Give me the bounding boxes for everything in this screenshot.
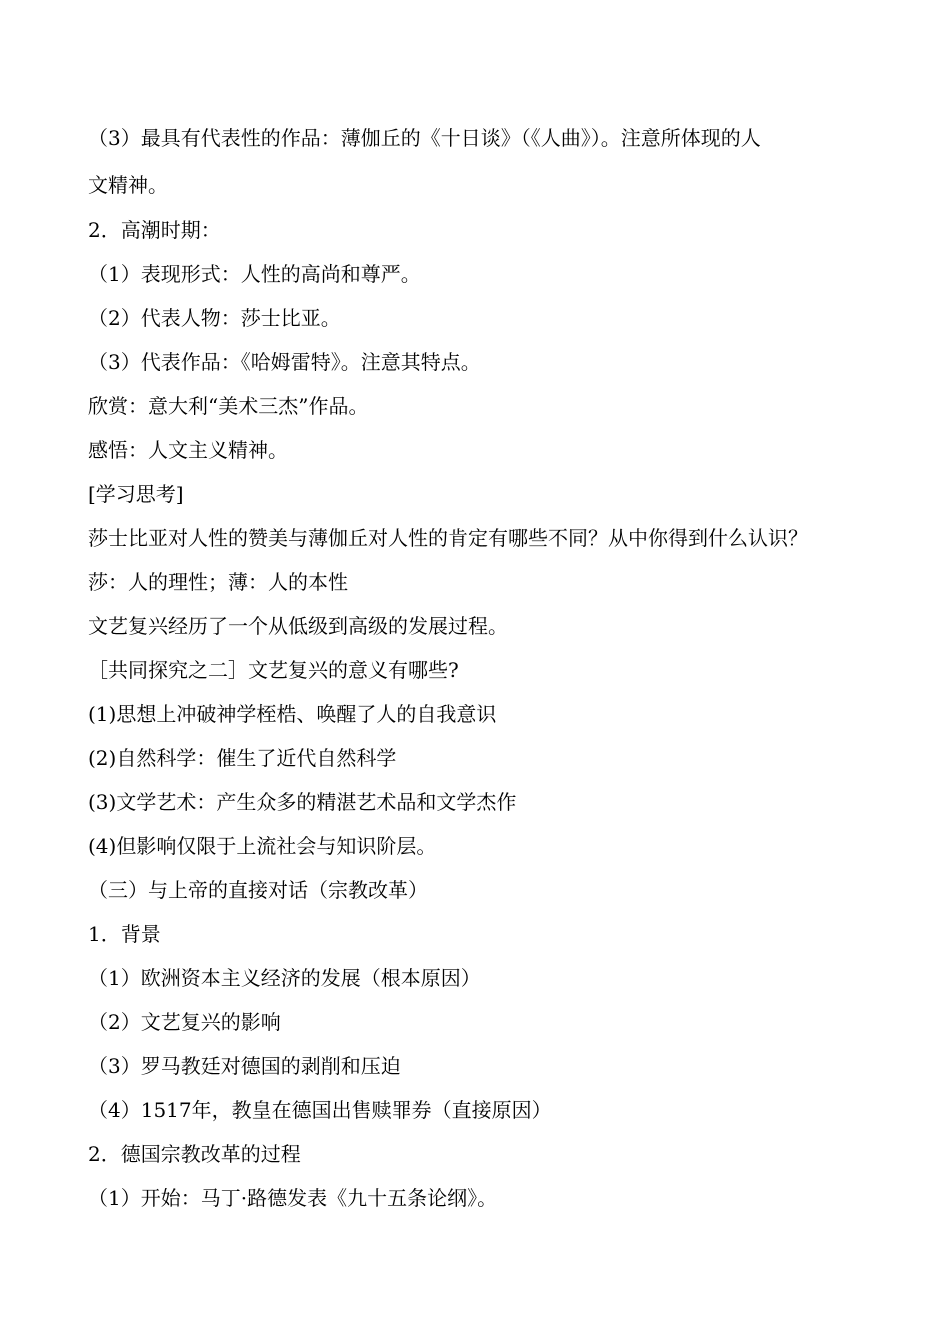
text-line: 1．背景 [88,922,161,946]
text-line: 莎：人的理性；薄：人的本性 [88,570,348,594]
section-heading: [学习思考] [88,482,184,506]
text-line: 文艺复兴经历了一个从低级到高级的发展过程。 [88,614,508,638]
text-line: (2)自然科学：催生了近代自然科学 [88,746,397,770]
text-line: （3）罗马教廷对德国的剥削和压迫 [88,1054,401,1078]
text-line: 2．高潮时期： [88,218,221,242]
text-line: (3)文学艺术：产生众多的精湛艺术品和文学杰作 [88,790,517,814]
text-line: （4）1517年，教皇在德国出售赎罪券（直接原因） [88,1098,552,1122]
text-line: （1）欧洲资本主义经济的发展（根本原因） [88,966,481,990]
text-line: （1）表现形式：人性的高尚和尊严。 [88,262,421,286]
text-line: 2．德国宗教改革的过程 [88,1142,301,1166]
text-line: （3）最具有代表性的作品：薄伽丘的《十日谈》（《人曲》）。注意所体现的人 [88,126,761,150]
text-line: 感悟：人文主义精神。 [88,438,288,462]
section-heading: （三）与上帝的直接对话（宗教改革） [88,878,428,902]
text-line: （2）代表人物：莎士比亚。 [88,306,341,330]
text-line: （3）代表作品：《哈姆雷特》。注意其特点。 [88,350,481,374]
text-line: 文精神。 [88,173,168,197]
text-line: (4)但影响仅限于上流社会与知识阶层。 [88,834,437,858]
text-line: 莎士比亚对人性的赞美与薄伽丘对人性的肯定有哪些不同？从中你得到什么认识？ [88,526,808,550]
text-line: （1）开始：马丁·路德发表《九十五条论纲》。 [88,1186,498,1210]
text-line: 欣赏：意大利“美术三杰”作品。 [88,394,369,418]
text-line: （2）文艺复兴的影响 [88,1010,281,1034]
section-heading: ［共同探究之二］文艺复兴的意义有哪些? [88,658,459,682]
text-line: (1)思想上冲破神学桎梏、唤醒了人的自我意识 [88,702,497,726]
